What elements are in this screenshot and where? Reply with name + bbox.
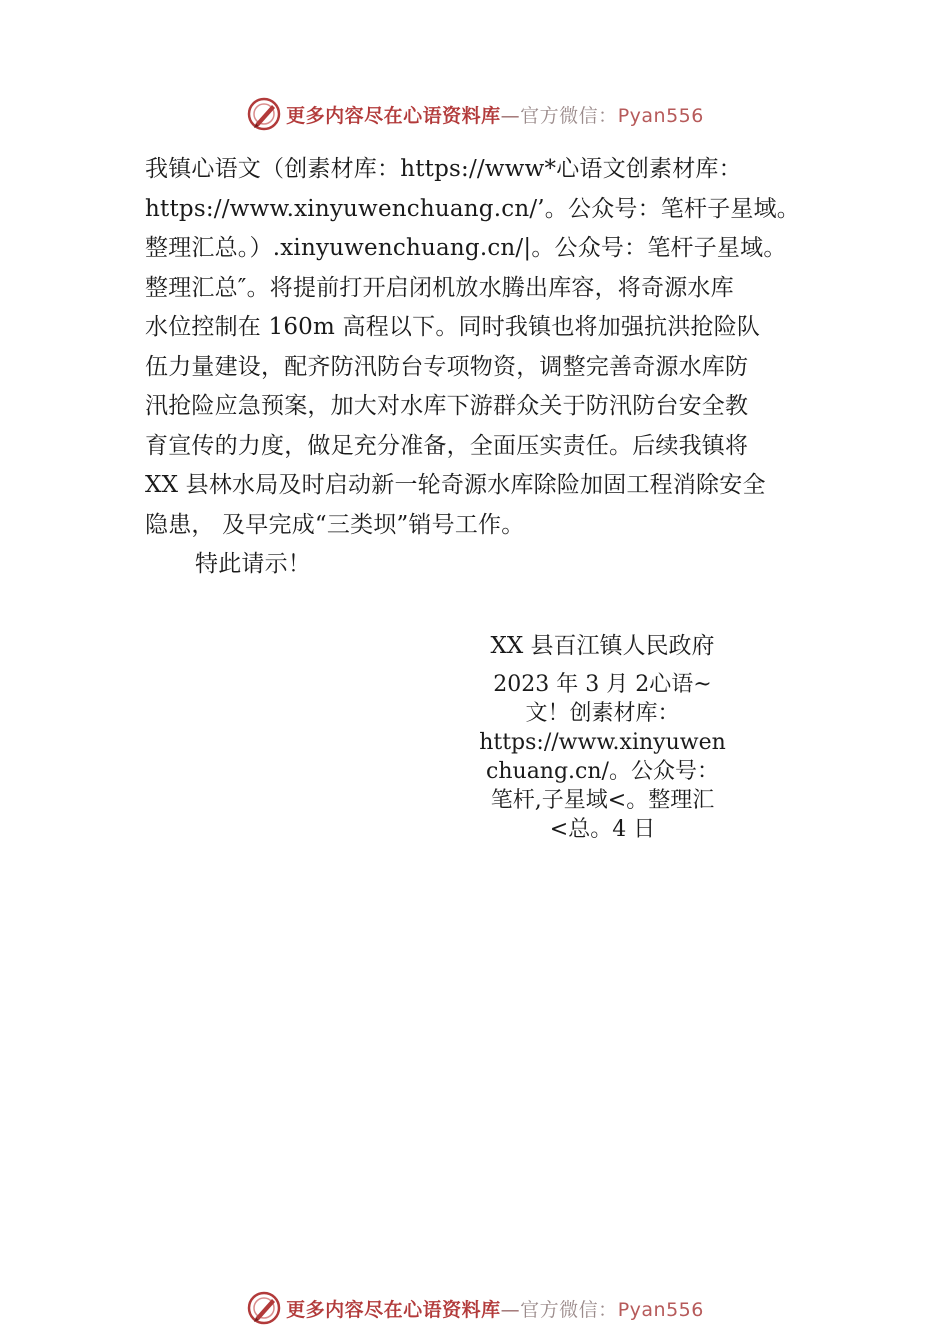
signature-block bbox=[460, 628, 745, 844]
body-line-4: 整理汇总″。将提前打开启闭机放水腾出库容，将奇源水库 bbox=[145, 274, 734, 301]
body-line-6: 伍力量建设，配齐防汛防台专项物资，调整完善奇源水库防 bbox=[145, 353, 749, 380]
body-line-10: 隐患， 及早完成“三类坝”销号工作。 bbox=[145, 511, 525, 538]
footer-brand: 更多内容尽在心语资料库 bbox=[286, 1298, 501, 1321]
pen-logo-icon bbox=[246, 96, 282, 132]
signature-organization: XX 县百江镇人民政府 bbox=[490, 633, 715, 659]
body-line-2: https://www.xinyuwenchuang.cn/’。公众号：笔杆子星域。 bbox=[145, 195, 800, 222]
body-line-8: 育宣传的力度，做足充分准备，全面压实责任。后续我镇将 bbox=[145, 432, 749, 459]
signature-date-line-3: https://www.xinyuwen bbox=[479, 730, 726, 755]
body-line-5: 水位控制在 160m 高程以下。同时我镇也将加强抗洪抢险队 bbox=[145, 314, 761, 340]
body-line-7: 汛抢险应急预案，加大对水库下游群众关于防汛防台安全教 bbox=[145, 393, 749, 419]
signature-date-line-6: <总。4 日 bbox=[549, 817, 656, 842]
signature-date-line-2: 文！创素材库： bbox=[525, 701, 680, 726]
header-wechat-id: Pyan556 bbox=[617, 104, 704, 127]
footer-wechat-label: 官方微信： bbox=[520, 1298, 618, 1321]
header-separator: — bbox=[500, 104, 521, 127]
document-body bbox=[145, 150, 845, 585]
footer-separator: — bbox=[500, 1298, 521, 1321]
header-brand: 更多内容尽在心语资料库 bbox=[286, 104, 501, 127]
closing-line: 特此请示！ bbox=[195, 551, 311, 577]
footer-wechat-id: Pyan556 bbox=[617, 1298, 704, 1321]
signature-date-line-5: 笔杆,子星域<。整理汇 bbox=[490, 788, 715, 813]
signature-date-line-1: 2023 年 3 月 2心语~ bbox=[493, 672, 712, 697]
body-line-1: 我镇心语文（创素材库：https://www*心语文创素材库： bbox=[145, 156, 742, 182]
signature-date-line-4: chuang.cn/。公众号： bbox=[486, 759, 719, 784]
body-line-9: XX 县林水局及时启动新一轮奇源水库除险加固工程消除安全 bbox=[145, 472, 766, 498]
header-banner bbox=[0, 94, 950, 134]
footer-banner-text bbox=[286, 1295, 704, 1322]
footer-banner bbox=[0, 1288, 950, 1328]
pen-logo-icon bbox=[246, 1290, 282, 1326]
header-banner-text bbox=[286, 101, 704, 128]
body-line-3: 整理汇总。）.xinyuwenchuang.cn/|。公众号：笔杆子星域。 bbox=[145, 235, 787, 261]
header-wechat-label: 官方微信： bbox=[520, 104, 618, 127]
